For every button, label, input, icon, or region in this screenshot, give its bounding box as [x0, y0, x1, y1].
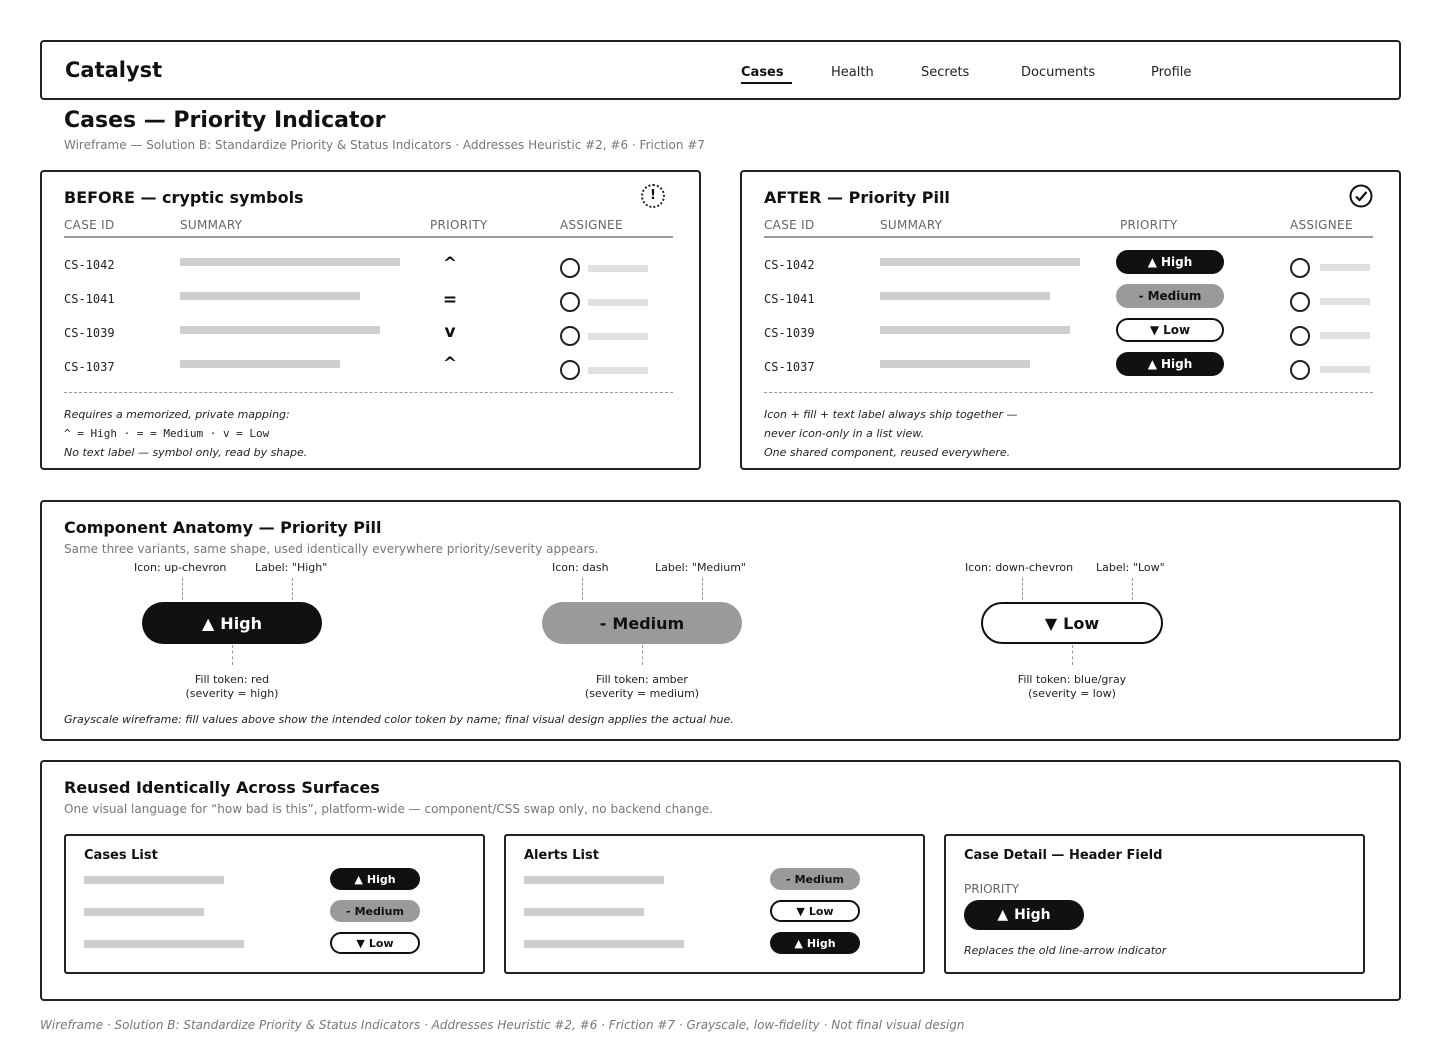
table-row[interactable]	[42, 354, 699, 378]
assignee-placeholder	[588, 299, 648, 306]
priority-pill-high[interactable]	[330, 868, 420, 890]
header-divider	[64, 236, 673, 238]
after-note: Icon + fill + text label always ship together —	[764, 408, 1018, 421]
anatomy-subtitle: Same three variants, same shape, used identically everywhere priority/severity appears.	[64, 542, 599, 556]
case-id[interactable]: CS-1041	[764, 292, 815, 306]
assignee-avatar	[560, 292, 580, 312]
up-chevron-icon: ▲	[997, 907, 1009, 923]
callout-leader	[1022, 578, 1023, 600]
header-divider	[764, 236, 1373, 238]
case-detail-card	[944, 834, 1365, 974]
assignee-placeholder	[1320, 366, 1370, 373]
table-row[interactable]	[42, 252, 699, 276]
fill-token-label: Fill token: blue/gray	[1017, 673, 1127, 686]
assignee-avatar	[1290, 360, 1310, 380]
summary-placeholder	[880, 326, 1070, 334]
callout-leader	[582, 578, 583, 600]
icon-callout: Icon: up-chevron	[134, 561, 227, 574]
column-header-priority[interactable]: PRIORITY	[1120, 218, 1178, 232]
severity-label: (severity = high)	[185, 687, 279, 700]
label-callout: Label: "High"	[255, 561, 328, 574]
top-navigation-bar	[40, 40, 1401, 100]
callout-leader	[702, 578, 703, 600]
case-id[interactable]: CS-1037	[764, 360, 815, 374]
label-callout: Label: "Medium"	[655, 561, 746, 574]
column-header-case-id[interactable]: CASE ID	[764, 218, 815, 232]
assignee-avatar	[1290, 258, 1310, 278]
table-row[interactable]	[42, 286, 699, 310]
up-chevron-icon: ▲	[1147, 357, 1157, 371]
page-subtitle: Wireframe — Solution B: Standardize Priority & Status Indicators · Addresses Heuristic #2, #6 · Friction #7	[64, 138, 705, 152]
table-row[interactable]	[42, 320, 699, 344]
reused-title: Reused Identically Across Surfaces	[64, 778, 380, 797]
dash-icon: -	[786, 872, 791, 886]
anatomy-title: Component Anatomy — Priority Pill	[64, 518, 382, 537]
table-row[interactable]	[742, 354, 1399, 378]
anatomy-pill-low[interactable]	[981, 602, 1163, 644]
reused-surfaces-section	[40, 760, 1401, 1001]
page-footer: Wireframe · Solution B: Standardize Priority & Status Indicators · Addresses Heuristic #2, #6 · Friction #7 · Grayscale, low-fidelity · Not final visual design	[40, 1018, 965, 1032]
nav-tab-secrets[interactable]: Secrets	[921, 65, 970, 80]
pill-label: High	[806, 936, 836, 950]
dash-icon: -	[599, 613, 607, 633]
nav-tab-health[interactable]: Health	[831, 65, 874, 80]
case-id[interactable]: CS-1039	[764, 326, 815, 340]
summary-placeholder	[180, 258, 400, 266]
column-header-assignee[interactable]: ASSIGNEE	[560, 218, 623, 232]
priority-symbol: ^	[442, 354, 458, 374]
assignee-placeholder	[588, 265, 648, 272]
priority-symbol: v	[444, 322, 456, 342]
priority-pill-medium[interactable]	[330, 900, 420, 922]
summary-placeholder	[524, 876, 664, 884]
pill-label: Medium	[794, 872, 844, 886]
table-row[interactable]	[742, 286, 1399, 310]
pill-label: Medium	[1147, 289, 1202, 303]
notes-divider	[64, 392, 673, 393]
case-id[interactable]: CS-1042	[64, 258, 115, 272]
anatomy-note: Grayscale wireframe: fill values above show the intended color token by name; final visual design applies the actual hue.	[64, 713, 734, 726]
down-chevron-icon: ▼	[356, 936, 365, 950]
component-anatomy-section	[40, 500, 1401, 741]
severity-label: (severity = medium)	[584, 687, 700, 700]
case-id[interactable]: CS-1042	[764, 258, 815, 272]
case-id[interactable]: CS-1039	[64, 326, 115, 340]
fill-token-note	[992, 673, 1152, 701]
assignee-avatar	[560, 360, 580, 380]
fill-token-label: Fill token: red	[194, 673, 270, 686]
summary-placeholder	[84, 940, 244, 948]
pill-label: High	[1160, 357, 1193, 371]
up-chevron-icon: ▲	[354, 872, 363, 886]
cases-list-card	[64, 834, 485, 974]
icon-callout: Icon: down-chevron	[965, 561, 1074, 574]
pill-label: Low	[1163, 323, 1191, 337]
summary-placeholder	[524, 908, 644, 916]
fill-token-label: Fill token: amber	[596, 673, 688, 686]
summary-placeholder	[880, 258, 1080, 266]
summary-placeholder	[84, 876, 224, 884]
reused-subtitle: One visual language for “how bad is this”, platform-wide — component/CSS swap only, no backend change.	[64, 802, 713, 816]
summary-placeholder	[180, 326, 380, 334]
pill-label: High	[220, 613, 263, 633]
column-header-summary[interactable]: SUMMARY	[880, 218, 943, 232]
dash-icon: -	[346, 904, 351, 918]
up-chevron-icon: ▲	[201, 613, 215, 633]
priority-pill-high[interactable]	[770, 932, 860, 954]
before-note: No text label — symbol only, read by shape.	[64, 446, 308, 459]
before-note: Requires a memorized, private mapping:	[64, 408, 290, 421]
priority-pill-medium[interactable]	[1116, 284, 1224, 308]
callout-leader	[182, 578, 183, 600]
priority-pill-high[interactable]	[964, 900, 1084, 930]
check-circle-icon	[1349, 184, 1373, 208]
pill-label: High	[1014, 907, 1051, 923]
app-brand[interactable]: Catalyst	[65, 58, 163, 82]
down-chevron-icon: ▼	[796, 904, 805, 918]
callout-leader	[232, 645, 233, 665]
priority-pill-high[interactable]	[1116, 250, 1224, 274]
pill-label: High	[1160, 255, 1193, 269]
pill-label: Medium	[612, 613, 685, 633]
priority-symbol: =	[442, 290, 458, 310]
callout-leader	[292, 578, 293, 600]
dash-icon: -	[1138, 289, 1144, 303]
priority-pill-medium[interactable]	[770, 868, 860, 890]
pill-label: High	[366, 872, 396, 886]
after-note: One shared component, reused everywhere.	[764, 446, 1011, 459]
notes-divider	[764, 392, 1373, 393]
icon-callout: Icon: dash	[552, 561, 609, 574]
after-note: never icon-only in a list view.	[764, 427, 925, 440]
case-id[interactable]: CS-1037	[64, 360, 115, 374]
priority-pill-low[interactable]	[1116, 318, 1224, 342]
alerts-list-card	[504, 834, 925, 974]
assignee-placeholder	[1320, 332, 1370, 339]
page-title: Cases — Priority Indicator	[64, 108, 386, 133]
summary-placeholder	[880, 360, 1030, 368]
fill-token-note	[162, 673, 302, 701]
case-detail-note: Replaces the old line-arrow indicator	[964, 944, 1167, 957]
column-header-case-id[interactable]: CASE ID	[64, 218, 115, 232]
up-chevron-icon: ▲	[1147, 255, 1157, 269]
summary-placeholder	[880, 292, 1050, 300]
active-tab-indicator	[741, 82, 792, 84]
case-id[interactable]: CS-1041	[64, 292, 115, 306]
column-header-priority[interactable]: PRIORITY	[430, 218, 488, 232]
pill-label: Low	[1063, 613, 1100, 633]
assignee-avatar	[1290, 326, 1310, 346]
pill-label: Medium	[354, 904, 404, 918]
table-row[interactable]	[742, 252, 1399, 276]
column-header-summary[interactable]: SUMMARY	[180, 218, 243, 232]
assignee-avatar	[560, 258, 580, 278]
before-panel	[40, 170, 701, 470]
anatomy-pill-high[interactable]	[142, 602, 322, 644]
severity-label: (severity = low)	[1028, 687, 1116, 700]
warning-icon: !	[641, 184, 665, 208]
card-title: Alerts List	[524, 848, 599, 863]
column-header-assignee[interactable]: ASSIGNEE	[1290, 218, 1353, 232]
label-callout: Label: "Low"	[1096, 561, 1165, 574]
priority-symbol: ^	[442, 254, 458, 274]
summary-placeholder	[180, 360, 340, 368]
down-chevron-icon: ▼	[1044, 613, 1058, 633]
priority-field-label: PRIORITY	[964, 882, 1020, 896]
assignee-avatar	[560, 326, 580, 346]
summary-placeholder	[180, 292, 360, 300]
assignee-avatar	[1290, 292, 1310, 312]
nav-tab-profile[interactable]: Profile	[1151, 65, 1192, 80]
summary-placeholder	[84, 908, 204, 916]
fill-token-note	[562, 673, 722, 701]
anatomy-pill-medium[interactable]	[542, 602, 742, 644]
card-title: Case Detail — Header Field	[964, 848, 1163, 863]
assignee-placeholder	[1320, 264, 1370, 271]
assignee-placeholder	[1320, 298, 1370, 305]
assignee-placeholder	[588, 367, 648, 374]
up-chevron-icon: ▲	[794, 936, 803, 950]
pill-label: Low	[368, 936, 394, 950]
after-panel-title: AFTER — Priority Pill	[764, 188, 950, 207]
summary-placeholder	[524, 940, 684, 948]
card-title: Cases List	[84, 848, 158, 863]
down-chevron-icon: ▼	[1149, 323, 1160, 337]
table-row[interactable]	[742, 320, 1399, 344]
callout-leader	[1072, 645, 1073, 665]
nav-tab-documents[interactable]: Documents	[1021, 65, 1096, 80]
priority-pill-low[interactable]	[330, 932, 420, 954]
before-mapping-note: ^ = High · = = Medium · v = Low	[64, 427, 270, 440]
before-panel-title: BEFORE — cryptic symbols	[64, 188, 304, 207]
priority-pill-high[interactable]	[1116, 352, 1224, 376]
after-panel	[740, 170, 1401, 470]
priority-pill-low[interactable]	[770, 900, 860, 922]
callout-leader	[1132, 578, 1133, 600]
callout-leader	[642, 645, 643, 665]
pill-label: Low	[808, 904, 834, 918]
nav-tab-cases[interactable]: Cases	[741, 65, 784, 80]
assignee-placeholder	[588, 333, 648, 340]
